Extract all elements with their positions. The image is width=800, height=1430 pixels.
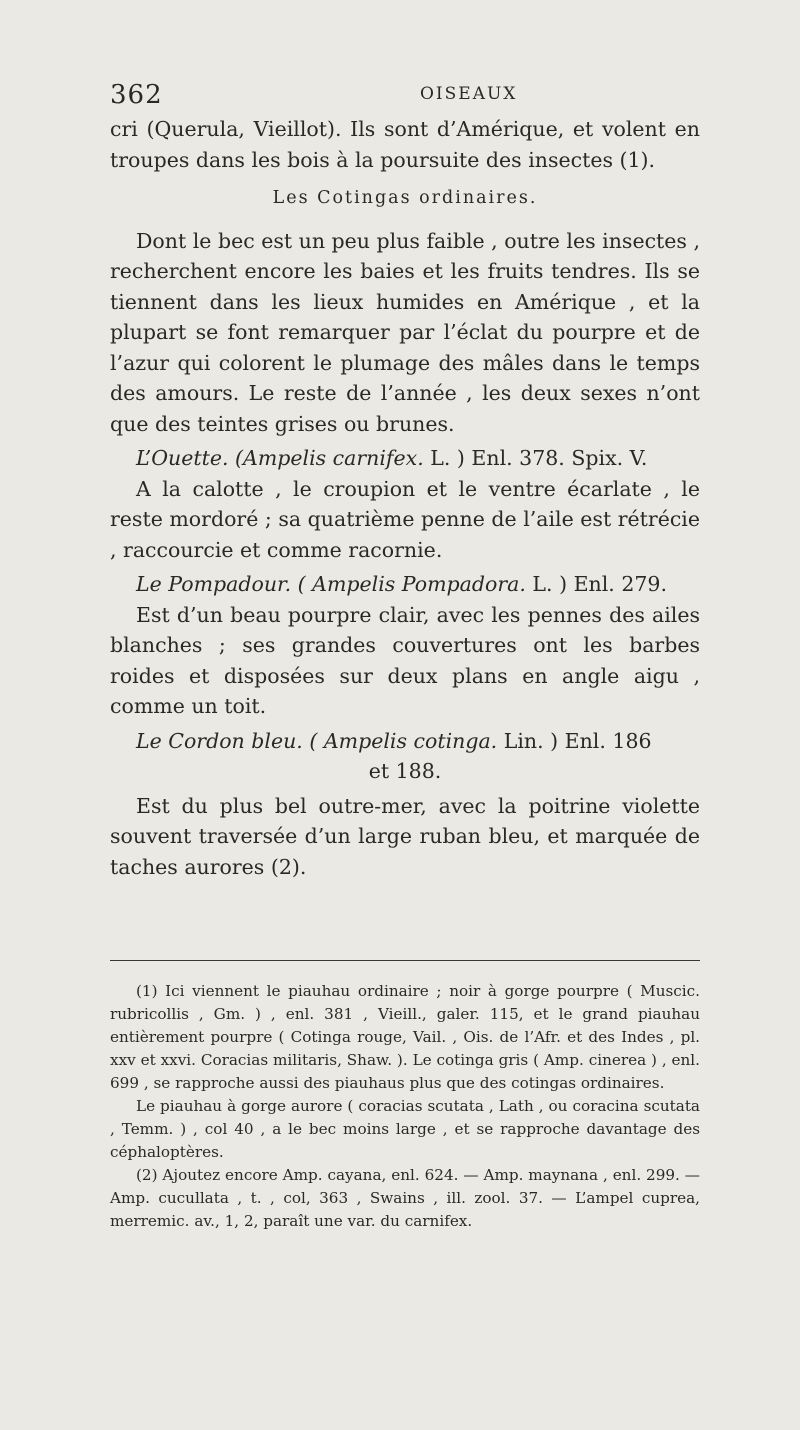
running-head: OISEAUX bbox=[420, 84, 518, 104]
species-heading-cordon-bleu bbox=[110, 726, 700, 757]
species-reference: L. ) Enl. 279. bbox=[532, 572, 667, 596]
page-header bbox=[110, 80, 700, 112]
species-latin: ( Ampelis Pompadora. bbox=[297, 572, 526, 596]
species-reference-continued: et 188. bbox=[368, 759, 442, 783]
species-name: L’Ouette. bbox=[136, 446, 229, 470]
species-name: Le Cordon bleu. bbox=[136, 728, 303, 753]
footnote-2: (2) Ajoutez encore Amp. cayana, enl. 624. — Amp. maynana , enl. 299. — Amp. cucullata , t. , col, 363 , Swains , ill. zool. 37. — L’ampel cuprea, merremic. av., 1, 2, paraît une var. du carnifex. bbox=[110, 1166, 700, 1230]
species-description-cordon-bleu: Est du plus bel outre-mer, avec la poitrine violette souvent traversée d’un large ruban bleu, et marquée de taches aurores (2). bbox=[110, 793, 700, 879]
footnote-1-continued: Le piauhau à gorge aurore ( coracias scutata , Lath , ou coracina scutata , Temm. ) , col 40 , a le bec moins large , et se rapproche davantage des céphaloptères. bbox=[110, 1097, 700, 1161]
species-heading-ouette bbox=[110, 443, 700, 474]
species-description-ouette: A la calotte , le croupion et le ventre écarlate , le reste mordoré ; sa quatrième penne de l’aile est rétrécie , raccourcie et comme racornie. bbox=[110, 476, 700, 562]
species-latin: ( Ampelis cotinga. bbox=[309, 728, 498, 753]
section-title: Les Cotingas ordinaires. bbox=[272, 188, 538, 208]
species-description-pompadour: Est d’un beau pourpre clair, avec les pennes des ailes blanches ; ses grandes couvertures ont les barbes roides et disposées sur deux plans en angle aigu , comme un toit. bbox=[110, 602, 700, 718]
footnotes bbox=[110, 980, 700, 1233]
species-reference: L. ) Enl. 378. Spix. V. bbox=[430, 446, 648, 470]
species-name: Le Pompadour. bbox=[136, 572, 292, 596]
general-paragraph: Dont le bec est un peu plus faible , outre les insectes , recherchent encore les baies et les fruits tendres. Ils se tiennent dans les lieux humides en Amérique , et la plupart se font remarquer par l’éclat du pourpre et de l’azur qui colorent le plumage des mâles dans le temps des amours. Le reste de l’année , les deux sexes n’ont que des teintes grises ou brunes. bbox=[110, 228, 700, 436]
species-heading-pompadour bbox=[110, 569, 700, 600]
intro-paragraph: cri (Querula, Vieillot). Ils sont d’Amérique, et volent en troupes dans les bois à la poursuite des insectes (1). bbox=[110, 117, 700, 172]
footnote-1: (1) Ici viennent le piauhau ordinaire ; noir à gorge pourpre ( Muscic. rubricollis , Gm. ) , enl. 381 , Vieill., galer. 115, et le grand piauhau entièrement pourpre ( Cotinga rouge, Vail. , Ois. de l’Afr. et des Indes , pl. xxv et xxvi. Coracias militaris, Shaw. ). Le cotinga gris ( Amp. cinerea ) , enl. 699 , se rapproche aussi des piauhaus plus que des cotingas ordinaires. bbox=[110, 982, 700, 1092]
footnote-divider bbox=[110, 960, 700, 961]
page-number: 362 bbox=[110, 80, 163, 110]
species-latin: (Ampelis carnifex. bbox=[235, 446, 424, 470]
main-text bbox=[110, 114, 700, 882]
species-reference: Lin. ) Enl. 186 bbox=[503, 728, 652, 753]
